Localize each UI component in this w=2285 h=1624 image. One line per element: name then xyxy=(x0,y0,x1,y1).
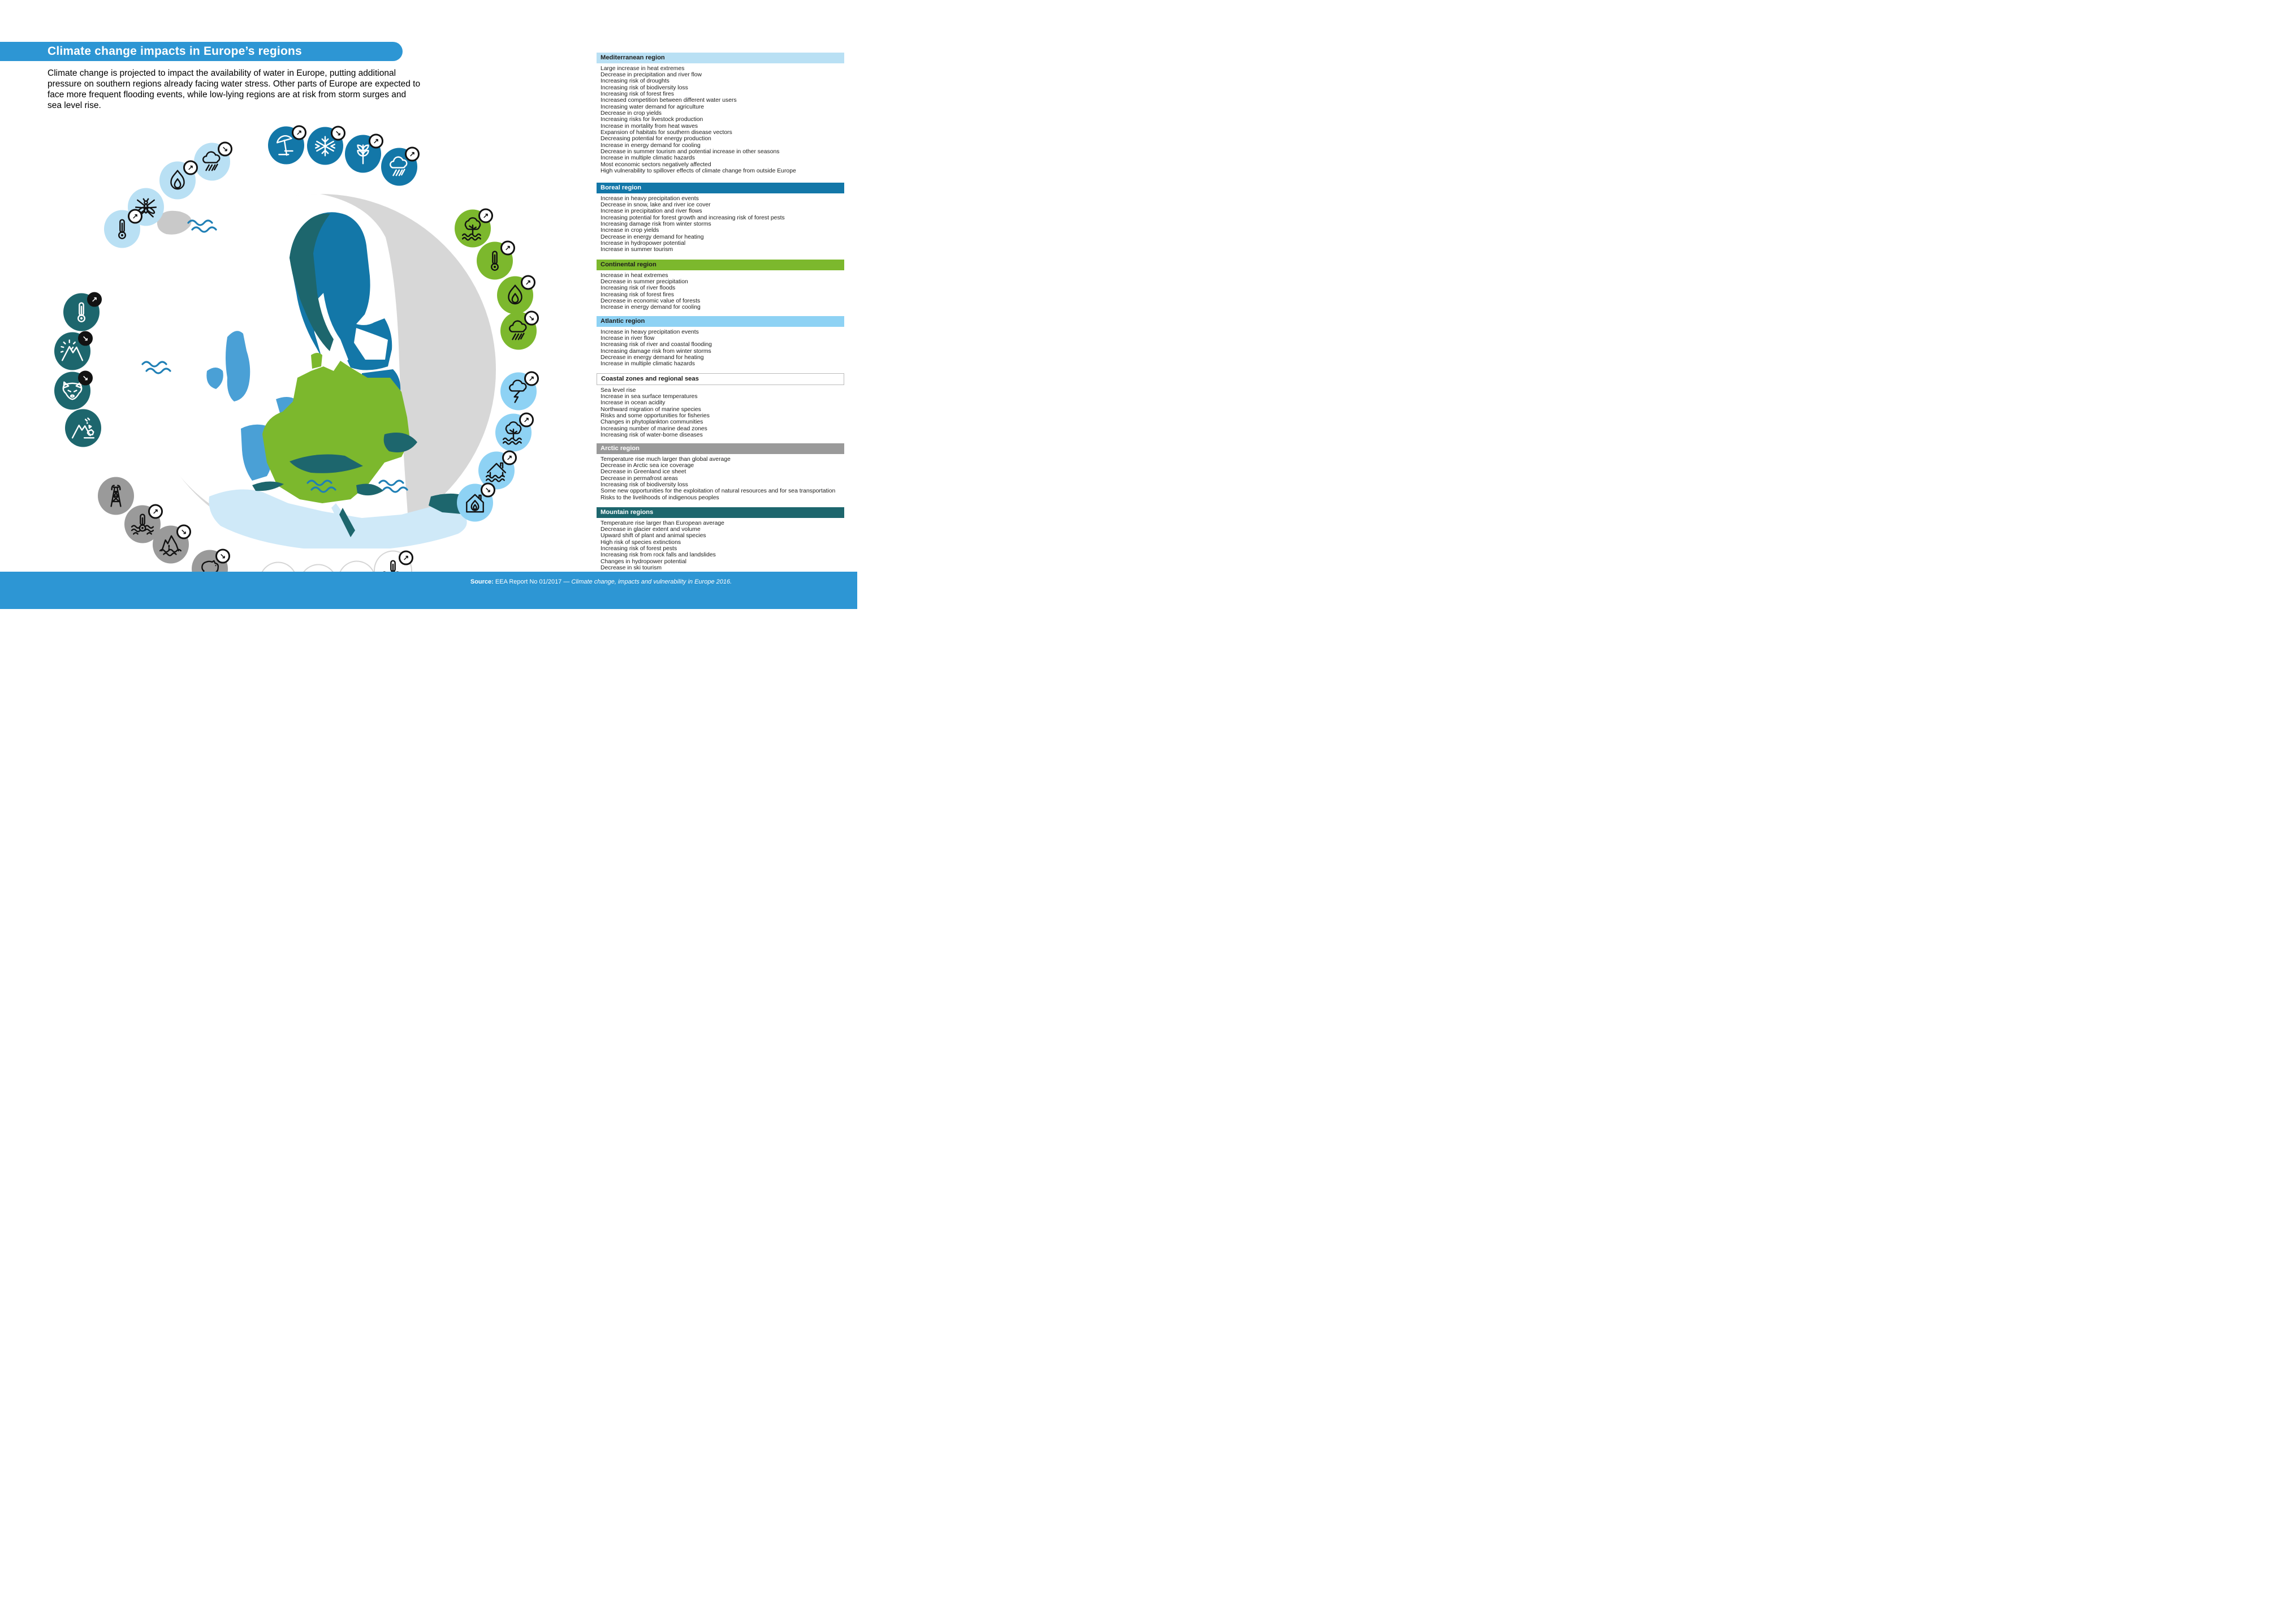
flooded-tree-icon xyxy=(495,414,532,452)
impact-item: Increase in energy demand for cooling xyxy=(601,304,701,311)
trend-up-badge: ↗ xyxy=(369,134,383,149)
intro-paragraph: Climate change is projected to impact the availability of water in Europe, putting additional pressure on southern regions already facing water stress. Other parts of Europe are expected to face more frequent flooding events, while low-lying regions are at risk from storm surges and sea level rise. xyxy=(47,68,421,111)
trend-up-badge: ↗ xyxy=(87,292,102,307)
house-heating-icon xyxy=(457,484,493,522)
europe-map xyxy=(141,191,499,548)
region-section-mediterranean xyxy=(597,53,844,174)
glacier-mountain-icon xyxy=(54,332,90,370)
source-report-title: Climate change, impacts and vulnerability in Europe 2016. xyxy=(571,578,732,585)
rain-cloud-icon xyxy=(194,143,230,181)
impact-item: Decrease in summer tourism and potential increase in other seasons xyxy=(601,149,780,156)
impact-item: Decrease in snow, lake and river ice cover xyxy=(601,201,711,208)
page-title: Climate change impacts in Europe’s regions xyxy=(47,45,302,58)
wheat-crop-icon xyxy=(345,135,381,173)
impact-item: Increase in hydropower potential xyxy=(601,240,686,247)
impact-item: Increasing risk of droughts xyxy=(601,78,669,85)
impact-item: Northward migration of marine species xyxy=(601,406,701,413)
impact-item: Temperature rise larger than European average xyxy=(601,520,724,526)
impact-item: Increasing risk of forest fires xyxy=(601,90,674,97)
oil-derrick-icon xyxy=(98,477,134,515)
impact-item: Increase in multiple climatic hazards xyxy=(601,361,695,368)
impact-item: Decrease in crop yields xyxy=(601,110,662,116)
impact-item: Most economic sectors negatively affected xyxy=(601,161,711,168)
region-section-mountain xyxy=(597,507,844,571)
impact-item: High vulnerability to spillover effects of climate change from outside Europe xyxy=(601,168,796,175)
region-section-coastal xyxy=(597,373,844,438)
trend-up-badge: ↗ xyxy=(148,504,163,519)
region-list xyxy=(597,456,844,501)
rockfall-icon xyxy=(65,409,101,447)
impact-item: Increasing risk of water-borne diseases xyxy=(601,431,703,438)
region-list xyxy=(597,196,844,253)
impact-item: Increased competition between different water users xyxy=(601,97,737,104)
region-list xyxy=(597,66,844,175)
impact-item: Increasing risk of river and coastal flooding xyxy=(601,342,712,348)
region-header: Atlantic region xyxy=(597,316,844,327)
impact-item: Increase in heavy precipitation events xyxy=(601,195,699,202)
trend-up-badge: ↗ xyxy=(405,147,420,162)
trend-up-badge: ↗ xyxy=(183,161,198,175)
impact-item: Increasing risk from rock falls and landslides xyxy=(601,552,716,559)
impact-item: Increasing damage risk from winter storms xyxy=(601,348,711,355)
impact-item: Increase in ocean acidity xyxy=(601,400,666,407)
impact-item: Increasing risk of forest fires xyxy=(601,291,674,298)
thermometer-icon xyxy=(104,210,140,248)
forest-fire-icon xyxy=(159,162,196,200)
trend-up-badge: ↗ xyxy=(524,372,539,386)
snowflake-icon xyxy=(307,127,343,165)
source-label: Source: xyxy=(470,578,494,585)
iceberg-icon xyxy=(153,526,189,564)
trend-up-badge: ↗ xyxy=(519,413,534,427)
impact-item: Increasing damage risk from winter storms xyxy=(601,221,711,227)
impact-item: Risks and some opportunities for fisheries xyxy=(601,412,710,419)
impact-item: Upward shift of plant and animal species xyxy=(601,533,706,539)
impact-item: Increase in crop yields xyxy=(601,227,659,234)
impact-item: Increasing risks for livestock production xyxy=(601,116,703,123)
impact-item: Increase in heavy precipitation events xyxy=(601,329,699,335)
impact-item: Decrease in Arctic sea ice coverage xyxy=(601,462,694,469)
impact-item: Sea level rise xyxy=(601,387,636,394)
rain-cloud-icon xyxy=(381,148,417,186)
oil-derrick-icon xyxy=(104,484,128,508)
impact-item: Increasing water demand for agriculture xyxy=(601,103,705,110)
thermometer-icon xyxy=(477,242,513,280)
impact-item: Decrease in energy demand for heating xyxy=(601,354,704,361)
trend-down-badge: ↘ xyxy=(331,126,345,141)
region-section-arctic xyxy=(597,443,844,501)
trend-down-badge: ↘ xyxy=(78,331,93,346)
impact-item: Large increase in heat extremes xyxy=(601,65,685,72)
source-text: EEA Report No 01/2017 — xyxy=(495,578,570,585)
trend-up-badge: ↗ xyxy=(128,209,142,224)
impact-item: Changes in phytoplankton communities xyxy=(601,419,703,426)
region-header: Mediterranean region xyxy=(597,53,844,63)
region-section-continental xyxy=(597,260,844,311)
impact-item: Decrease in ski tourism xyxy=(601,564,662,571)
impact-item: Increasing potential for forest growth and increasing risk of forest pests xyxy=(601,214,785,221)
trend-up-badge: ↗ xyxy=(478,209,493,223)
thermometer-icon xyxy=(63,293,100,331)
impact-item: Some new opportunities for the exploitation of natural resources and for sea transportation xyxy=(601,488,836,495)
flooded-tree-icon xyxy=(455,210,491,248)
trend-down-badge: ↘ xyxy=(481,483,495,498)
footer-bar xyxy=(0,572,857,609)
region-header: Coastal zones and regional seas xyxy=(597,373,844,385)
impact-item: Increase in sea surface temperatures xyxy=(601,393,698,400)
impact-item: High risk of species extinctions xyxy=(601,539,681,546)
fox-species-icon xyxy=(54,372,90,410)
impact-item: Increase in energy demand for cooling xyxy=(601,142,701,149)
impact-item: Temperature rise much larger than global average xyxy=(601,456,731,463)
storm-lightning-icon xyxy=(500,373,537,411)
impact-item: Decrease in economic value of forests xyxy=(601,297,701,304)
impact-item: Increasing risk of biodiversity loss xyxy=(601,84,688,91)
trend-down-badge: ↘ xyxy=(78,371,93,386)
impact-item: Increase in summer tourism xyxy=(601,247,673,253)
impact-item: Increase in river flow xyxy=(601,335,655,342)
impact-item: Decrease in precipitation and river flow xyxy=(601,71,702,78)
title-banner xyxy=(0,42,403,61)
region-header: Arctic region xyxy=(597,443,844,454)
region-list xyxy=(597,329,844,368)
beach-umbrella-icon xyxy=(268,127,304,165)
rain-cloud-icon xyxy=(500,312,537,350)
impact-item: Increase in heat extremes xyxy=(601,272,668,279)
impact-item: Decrease in Greenland ice sheet xyxy=(601,469,686,476)
source-line xyxy=(470,578,732,585)
forest-fire-icon xyxy=(497,277,533,314)
impact-item: Decrease in summer precipitation xyxy=(601,278,688,285)
region-header: Boreal region xyxy=(597,183,844,193)
region-header: Mountain regions xyxy=(597,507,844,518)
impact-item: Increase in precipitation and river flows xyxy=(601,208,702,215)
impact-item: Changes in hydropower potential xyxy=(601,558,686,565)
trend-down-badge: ↘ xyxy=(524,311,539,326)
impact-item: Increase in mortality from heat waves xyxy=(601,123,698,129)
impact-item: Increasing risk of river floods xyxy=(601,285,676,292)
region-list xyxy=(597,520,844,572)
region-header: Continental region xyxy=(597,260,844,270)
trend-up-badge: ↗ xyxy=(500,241,515,256)
trend-up-badge: ↗ xyxy=(399,551,413,565)
impact-item: Expansion of habitats for southern disease vectors xyxy=(601,129,732,136)
infographic-canvas xyxy=(0,0,857,609)
impact-item: Decrease in permafrost areas xyxy=(601,475,678,482)
impact-item: Increasing number of marine dead zones xyxy=(601,425,707,432)
impact-item: Decreasing potential for energy production xyxy=(601,136,711,142)
trend-down-badge: ↘ xyxy=(218,142,232,157)
impact-item: Increase in multiple climatic hazards xyxy=(601,155,695,162)
trend-up-badge: ↗ xyxy=(502,451,517,465)
impact-item: Increasing risk of biodiversity loss xyxy=(601,481,688,488)
trend-up-badge: ↗ xyxy=(292,126,306,140)
trend-down-badge: ↘ xyxy=(176,525,191,539)
trend-up-badge: ↗ xyxy=(521,275,535,290)
impact-item: Decrease in glacier extent and volume xyxy=(601,526,701,533)
region-section-atlantic xyxy=(597,316,844,368)
region-list xyxy=(597,387,844,439)
region-section-boreal xyxy=(597,183,844,253)
impact-item: Increasing risk of forest pests xyxy=(601,545,677,552)
europe-map-svg xyxy=(141,191,499,548)
region-list xyxy=(597,273,844,311)
rockfall-icon xyxy=(71,416,95,440)
trend-down-badge: ↘ xyxy=(215,549,230,564)
impact-item: Risks to the livelihoods of indigenous peoples xyxy=(601,494,719,501)
impact-item: Decrease in energy demand for heating xyxy=(601,234,704,240)
